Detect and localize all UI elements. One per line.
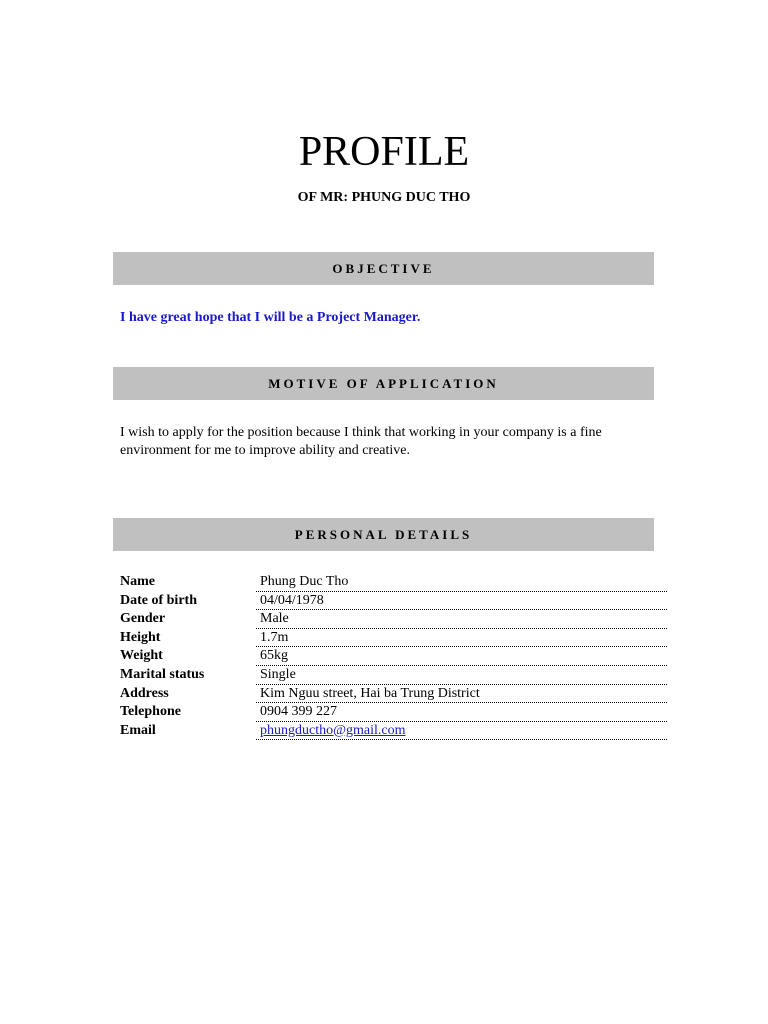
detail-label: Weight — [120, 648, 163, 664]
motive-heading: MOTIVE OF APPLICATION — [113, 367, 654, 400]
detail-value: 04/04/1978 — [256, 592, 667, 611]
detail-value: 65kg — [256, 647, 667, 666]
detail-value: Kim Nguu street, Hai ba Trung District — [256, 685, 667, 704]
detail-label: Email — [120, 722, 156, 738]
detail-row-marital-status — [120, 666, 667, 685]
detail-label: Marital status — [120, 666, 205, 682]
detail-row-name — [120, 573, 667, 592]
detail-value: 0904 399 227 — [256, 703, 667, 722]
detail-row-height — [120, 629, 667, 648]
page-subtitle: OF MR: PHUNG DUC THO — [297, 190, 471, 205]
detail-value: Phung Duc Tho — [256, 573, 667, 592]
detail-row-email — [120, 722, 667, 741]
detail-value: 1.7m — [256, 629, 667, 648]
detail-label: Height — [120, 629, 161, 645]
personal-details-table — [120, 573, 667, 740]
objective-text: I have great hope that I will be a Project Manager. — [120, 310, 421, 325]
detail-label: Date of birth — [120, 592, 197, 608]
detail-row-weight — [120, 647, 667, 666]
detail-label: Name — [120, 574, 155, 589]
motive-text: I wish to apply for the position because I think that working in your company is a fine environment for me to improve ability and creative. — [120, 425, 602, 458]
detail-value: Single — [256, 666, 667, 685]
detail-row-telephone — [120, 703, 667, 722]
detail-row-address — [120, 685, 667, 704]
detail-label: Address — [120, 685, 169, 701]
detail-label: Telephone — [120, 704, 181, 720]
detail-row-date-of-birth — [120, 592, 667, 611]
detail-value-cell — [256, 722, 667, 741]
detail-value: Male — [256, 610, 667, 629]
detail-label: Gender — [120, 611, 166, 627]
objective-heading: OBJECTIVE — [113, 252, 654, 285]
page-title: PROFILE — [298, 129, 470, 175]
email-link[interactable]: phungductho@gmail.com — [260, 722, 406, 738]
detail-row-gender — [120, 610, 667, 629]
personal-details-heading: PERSONAL DETAILS — [113, 518, 654, 551]
